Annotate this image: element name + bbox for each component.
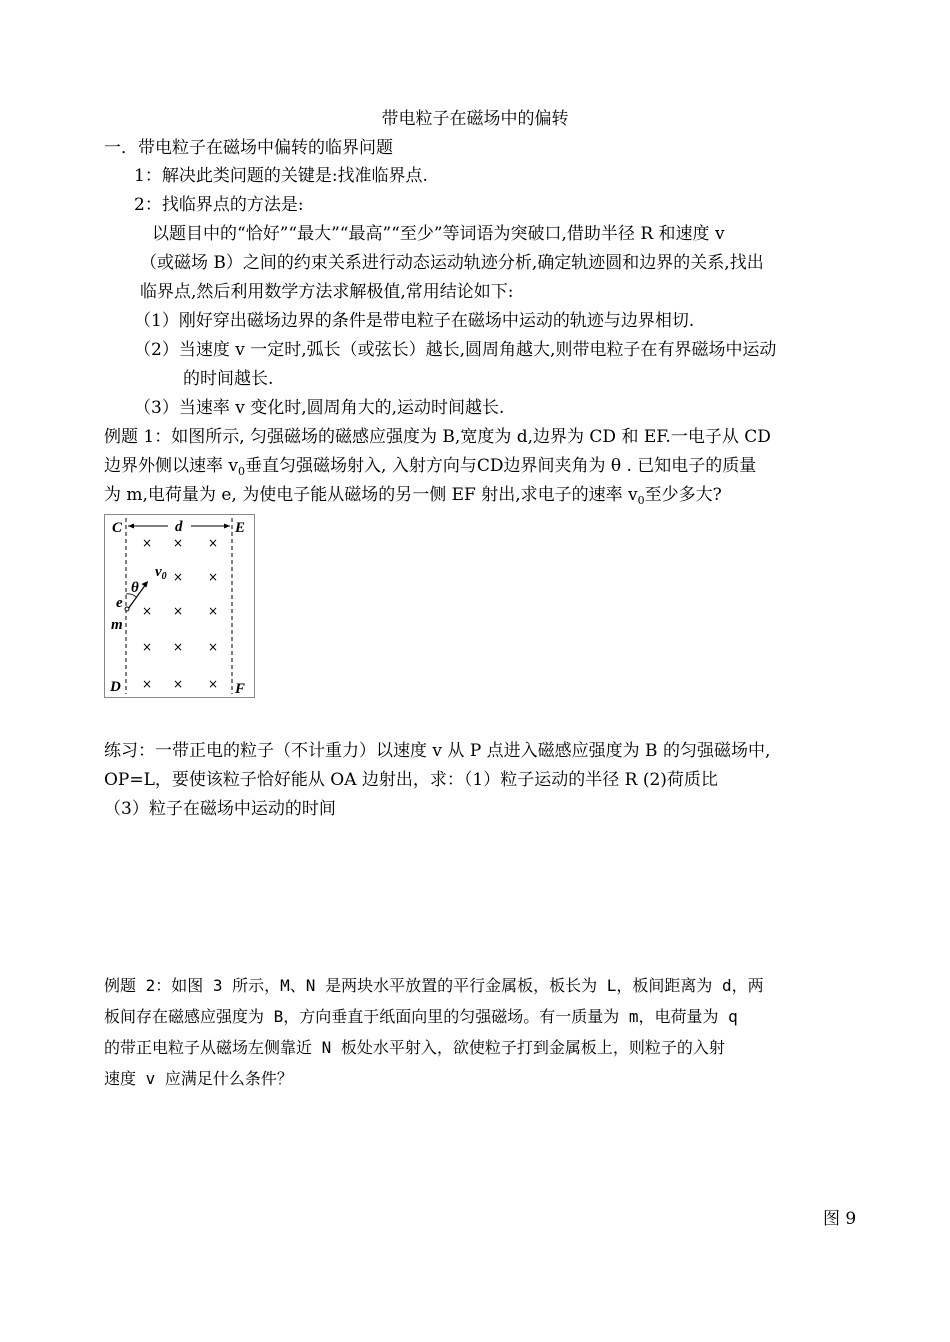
cross-mark: × <box>142 536 153 550</box>
cross-mark: × <box>208 570 219 584</box>
cross-mark: × <box>173 570 184 584</box>
method-line-1: 以题目中的“恰好”“最大”“最高”“至少”等词语为突破口,借助半径 R 和速度 v <box>152 224 725 244</box>
label-m: m <box>111 617 123 633</box>
label-theta: θ <box>131 580 139 596</box>
magnetic-field-figure <box>104 514 255 698</box>
conclusion-2-line-1: （2）当速度 v 一定时,弧长（或弦长）越长,圆周角越大,则带电粒子在有界磁场中运动 <box>134 340 777 360</box>
cross-mark: × <box>173 640 184 654</box>
label-c: C <box>112 520 123 536</box>
label-f: F <box>235 681 246 697</box>
label-v-sub: 0 <box>161 571 167 582</box>
magnetic-field-diagram <box>104 514 255 698</box>
section-heading: 一．带电粒子在磁场中偏转的临界问题 <box>104 138 393 158</box>
cross-mark: × <box>142 640 153 654</box>
example-2-line-4: 速度 v 应满足什么条件？ <box>104 1069 293 1088</box>
cross-mark: × <box>142 604 153 618</box>
method-line-2: （或磁场 B）之间的约束关系进行动态运动轨迹分析,确定轨迹圆和边界的关系,找出 <box>140 253 764 273</box>
exercise-line-2: OP=L，要使该粒子恰好能从 OA 边射出，求：（1）粒子运动的半径 R (2)荷质比 <box>104 770 718 790</box>
page-title: 带电粒子在磁场中的偏转 <box>381 109 569 129</box>
label-e-particle: e <box>116 595 123 611</box>
point-1: 1：解决此类问题的关键是:找准临界点. <box>134 166 428 186</box>
example-2-line-2: 板间存在磁感应强度为 B，方向垂直于纸面向里的匀强磁场。有一质量为 m，电荷量为 q <box>104 1007 738 1026</box>
cross-mark: × <box>208 604 219 618</box>
cross-mark: × <box>208 640 219 654</box>
example-1-line-3 <box>104 484 722 508</box>
cross-mark: × <box>208 677 219 691</box>
label-d-corner: D <box>110 679 121 695</box>
label-v: v <box>155 564 162 580</box>
example-1-line-3-text-b: 至少多大? <box>644 485 722 505</box>
subscript-zero: 0 <box>238 465 246 478</box>
cross-mark: × <box>142 677 153 691</box>
cross-mark: × <box>208 536 219 550</box>
example-1-line-1: 例题 1：如图所示, 匀强磁场的磁感应强度为 B,宽度为 d,边界为 CD 和 EF.一电子从 CD <box>104 427 771 447</box>
cross-mark: × <box>173 604 184 618</box>
exercise-line-3: （3）粒子在磁场中运动的时间 <box>104 799 336 819</box>
exercise-line-1: 练习：一带正电的粒子（不计重力）以速度 v 从 P 点进入磁感应强度为 B 的匀强磁场中, <box>104 741 771 761</box>
example-1-line-2 <box>104 455 756 479</box>
cross-mark: × <box>173 677 184 691</box>
subscript-zero: 0 <box>637 494 645 507</box>
point-2: 2：找临界点的方法是: <box>134 195 304 215</box>
cross-mark: × <box>173 536 184 550</box>
example-2-line-3: 的带正电粒子从磁场左侧靠近 N 板处水平射入，欲使粒子打到金属板上，则粒子的入射 <box>104 1038 725 1057</box>
label-e: E <box>235 520 246 536</box>
conclusion-3: （3）当速率 v 变化时,圆周角大的,运动时间越长. <box>134 398 505 418</box>
example-1-line-2-text-b: 垂直匀强磁场射入, 入射方向与CD边界间夹角为 θ . 已知电子的质量 <box>245 456 757 476</box>
conclusion-2-line-2: 的时间越长. <box>183 369 274 389</box>
example-2-line-1: 例题 2：如图 3 所示，M、N 是两块水平放置的平行金属板，板长为 L，板间距离为 d，两 <box>104 976 764 995</box>
method-line-3: 临界点,然后利用数学方法求解极值,常用结论如下: <box>140 282 514 302</box>
conclusion-1: （1）刚好穿出磁场边界的条件是带电粒子在磁场中运动的轨迹与边界相切. <box>134 311 695 331</box>
figure-label: 图 9 <box>823 1209 857 1229</box>
label-d: d <box>175 519 183 535</box>
example-1-line-3-text-a: 为 m,电荷量为 e, 为使电子能从磁场的另一侧 EF 射出,求电子的速率 v <box>104 485 638 505</box>
example-1-line-2-text-a: 边界外侧以速率 v <box>104 456 239 476</box>
electron-dot <box>125 607 129 611</box>
